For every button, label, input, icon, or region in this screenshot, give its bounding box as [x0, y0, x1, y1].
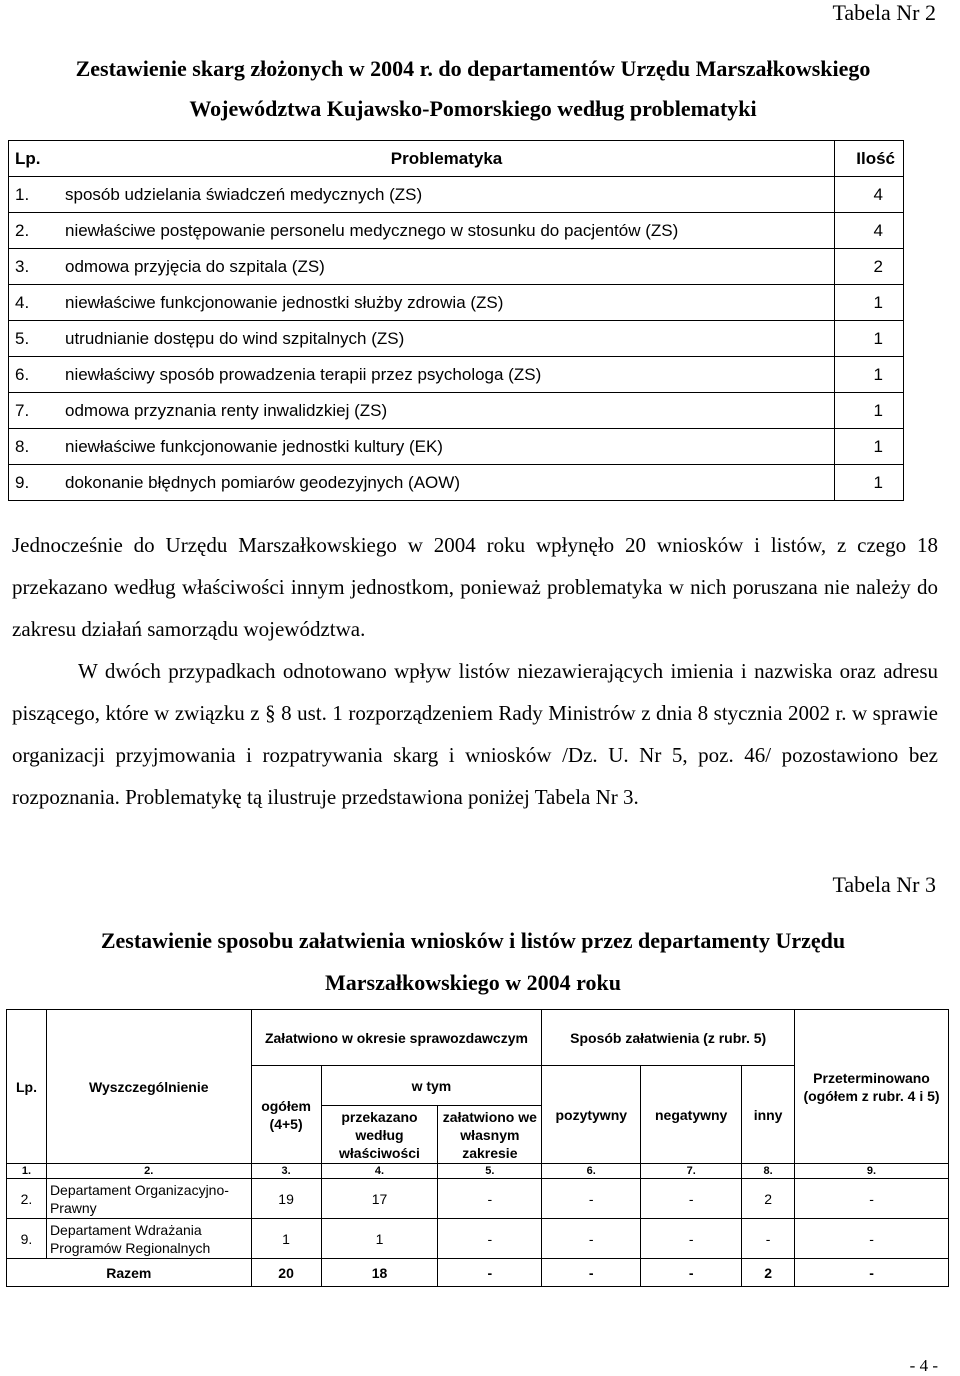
table2-label: Tabela Nr 2: [832, 0, 936, 25]
table3-title-line1: Zestawienie sposobu załatwienia wniosków i listów przez departamenty Urzędu: [100, 928, 846, 953]
row-number: 5.: [9, 321, 60, 357]
page-number: - 4 -: [909, 1356, 938, 1375]
cell-value: 17: [321, 1179, 438, 1219]
cell-value: 1: [321, 1219, 438, 1259]
own-header: załatwiono we własnym zakresie: [438, 1106, 542, 1164]
negative-header: negatywny: [641, 1066, 742, 1164]
col-number: 7.: [641, 1164, 742, 1179]
table-row: [9, 213, 904, 249]
table2-title-line2: Województwa Kujawsko-Pomorskiego według problematyki: [189, 96, 757, 121]
cell-value: 19: [251, 1179, 321, 1219]
table-row: [9, 249, 904, 285]
total-value: -: [438, 1259, 542, 1287]
cell-value: -: [542, 1219, 641, 1259]
table-row: [9, 177, 904, 213]
total-value: -: [542, 1259, 641, 1287]
complaints-table: [8, 140, 904, 501]
row-text: niewłaściwe funkcjonowanie jednostki kultury (EK): [59, 429, 835, 465]
total-value: 20: [251, 1259, 321, 1287]
forwarded-header: przekazano według właściwości: [321, 1106, 438, 1164]
table-row: [9, 465, 904, 501]
row-count: 1: [835, 465, 904, 501]
row-count: 2: [835, 249, 904, 285]
row-number: 2.: [7, 1179, 47, 1219]
settlement-table: [6, 1009, 949, 1287]
period-group-header: Załatwiono w okresie sprawozdawczym: [251, 1010, 542, 1066]
row-count: 1: [835, 321, 904, 357]
row-number: 4.: [9, 285, 60, 321]
table-row: [9, 321, 904, 357]
cell-value: 2: [742, 1179, 795, 1219]
row-text: odmowa przyznania renty inwalidzkiej (ZS): [59, 393, 835, 429]
cell-value: -: [542, 1179, 641, 1219]
table-row: [9, 429, 904, 465]
row-text: niewłaściwe postępowanie personelu medycznego w stosunku do pacjentów (ZS): [59, 213, 835, 249]
cell-value: -: [795, 1179, 949, 1219]
table2-title-line1: Zestawienie skarg złożonych w 2004 r. do departamentów Urzędu Marszałkowskiego: [75, 56, 871, 81]
row-count: 1: [835, 393, 904, 429]
col-number: 5.: [438, 1164, 542, 1179]
row-text: niewłaściwy sposób prowadzenia terapii przez psychologa (ZS): [59, 357, 835, 393]
row-count: 1: [835, 357, 904, 393]
row-number: 1.: [9, 177, 60, 213]
cell-value: -: [438, 1219, 542, 1259]
lp-header: Lp.: [7, 1010, 47, 1164]
problem-header: Problematyka: [59, 141, 835, 177]
total-value: -: [795, 1259, 949, 1287]
col-number: 6.: [542, 1164, 641, 1179]
total-value: 2: [742, 1259, 795, 1287]
table-row: [9, 285, 904, 321]
total-value: -: [641, 1259, 742, 1287]
col-number: 4.: [321, 1164, 438, 1179]
cell-value: -: [742, 1219, 795, 1259]
spec-header: Wyszczególnienie: [46, 1010, 251, 1164]
row-number: 7.: [9, 393, 60, 429]
row-text: utrudnianie dostępu do wind szpitalnych (ZS): [59, 321, 835, 357]
row-text: sposób udzielania świadczeń medycznych (ZS): [59, 177, 835, 213]
positive-header: pozytywny: [542, 1066, 641, 1164]
cell-value: 1: [251, 1219, 321, 1259]
row-department: Departament Organizacyjno-Prawny: [46, 1179, 251, 1219]
table-row: [9, 357, 904, 393]
table-row: [7, 1179, 949, 1219]
col-number: 8.: [742, 1164, 795, 1179]
total-label: Razem: [7, 1259, 252, 1287]
row-number: 8.: [9, 429, 60, 465]
row-number: 6.: [9, 357, 60, 393]
row-count: 1: [835, 429, 904, 465]
row-number: 3.: [9, 249, 60, 285]
other-header: inny: [742, 1066, 795, 1164]
row-count: 4: [835, 213, 904, 249]
row-count: 4: [835, 177, 904, 213]
row-department: Departament Wdrażania Programów Regionalnych: [46, 1219, 251, 1259]
paragraph-2: W dwóch przypadkach odnotowano wpływ listów niezawierających imienia i nazwiska oraz adresu piszącego, które w związku z § 8 ust. 1 rozporządzeniem Rady Ministrów z dnia 8 stycznia 2002 r. w sprawie organizacji przyjmowania i rozpatrywania skarg i wniosków /Dz. U. Nr 5, poz. 46/ pozostawiono bez rozpoznania. Problematykę tą ilustruje przedstawiona poniżej Tabela Nr 3.: [12, 659, 938, 809]
column-numbers-row: [7, 1164, 949, 1179]
col-number: 3.: [251, 1164, 321, 1179]
row-text: dokonanie błędnych pomiarów geodezyjnych (AOW): [59, 465, 835, 501]
table3-label: Tabela Nr 3: [832, 872, 936, 897]
lp-header: Lp.: [9, 141, 60, 177]
table-header-row: [7, 1010, 949, 1066]
col-number: 9.: [795, 1164, 949, 1179]
method-group-header: Sposób załatwienia (z rubr. 5): [542, 1010, 795, 1066]
table-header-row: [9, 141, 904, 177]
row-number: 9.: [9, 465, 60, 501]
total-value: 18: [321, 1259, 438, 1287]
row-text: niewłaściwe funkcjonowanie jednostki służby zdrowia (ZS): [59, 285, 835, 321]
row-count: 1: [835, 285, 904, 321]
row-number: 2.: [9, 213, 60, 249]
cell-value: -: [438, 1179, 542, 1219]
total-header: ogółem (4+5): [251, 1066, 321, 1164]
total-row: [7, 1259, 949, 1287]
w-tym-header: w tym: [321, 1066, 542, 1106]
table3-title-line2: Marszałkowskiego w 2004 roku: [325, 970, 621, 995]
col-number: 2.: [46, 1164, 251, 1179]
paragraph-1: Jednocześnie do Urzędu Marszałkowskiego w 2004 roku wpłynęło 20 wniosków i listów, z czego 18 przekazano według właściwości innym jednostkom, ponieważ problematyka w nich poruszana nie należy do zakresu działań samorządu województwa.: [12, 533, 938, 641]
row-text: odmowa przyjęcia do szpitala (ZS): [59, 249, 835, 285]
table-row: [9, 393, 904, 429]
overdue-header: Przeterminowano (ogółem z rubr. 4 i 5): [795, 1010, 949, 1164]
row-number: 9.: [7, 1219, 47, 1259]
cell-value: -: [795, 1219, 949, 1259]
cell-value: -: [641, 1179, 742, 1219]
cell-value: -: [641, 1219, 742, 1259]
count-header: Ilość: [835, 141, 904, 177]
col-number: 1.: [7, 1164, 47, 1179]
table-row: [7, 1219, 949, 1259]
body-text: [12, 524, 938, 818]
